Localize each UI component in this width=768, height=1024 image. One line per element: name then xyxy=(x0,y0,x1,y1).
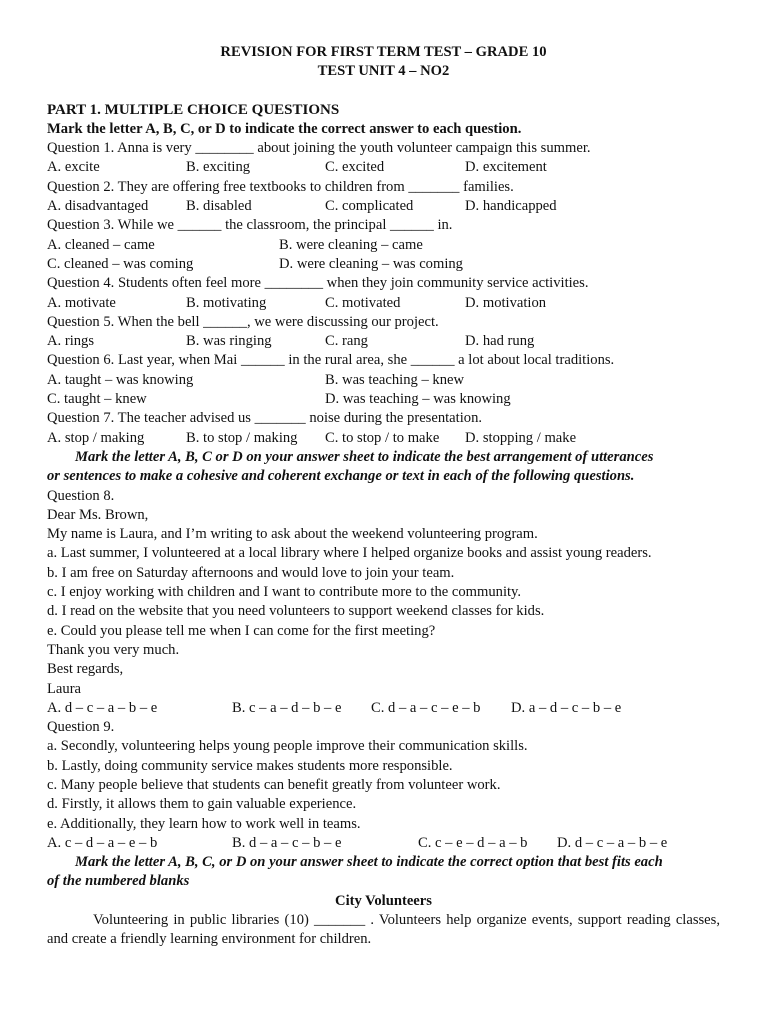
question-2-options xyxy=(47,197,720,216)
option-a: A. disadvantaged xyxy=(47,198,149,215)
arrangement-instruction-line1: Mark the letter A, B, C or D on your answer sheet to indicate the best arrangement of utterances xyxy=(75,448,654,465)
option-a: A. motivate xyxy=(47,294,116,311)
option-a: A. stop / making xyxy=(47,429,145,446)
option-b: B. motivating xyxy=(186,294,267,311)
question-3-options-row1 xyxy=(47,236,720,255)
option-c: C. to stop / to make xyxy=(325,429,440,446)
option-d: D. had rung xyxy=(465,333,535,350)
sentence-line: a. Secondly, volunteering helps young people improve their communication skills. xyxy=(47,738,528,755)
question-4-options xyxy=(47,294,720,313)
option-b: B. to stop / making xyxy=(186,429,298,446)
letter-line: Thank you very much. xyxy=(47,641,180,658)
option-c: C. rang xyxy=(325,333,368,350)
option-c: C. motivated xyxy=(325,294,401,311)
question-6-text: Question 6. Last year, when Mai ______ in the rural area, she ______ a lot about local traditions. xyxy=(47,352,615,369)
question-3-options-row2 xyxy=(47,255,720,274)
sentence-line: e. Additionally, they learn how to work well in teams. xyxy=(47,815,361,832)
option-b: B. was teaching – knew xyxy=(325,371,465,388)
sentence-line: b. Lastly, doing community service makes students more responsible. xyxy=(47,757,453,774)
cloze-instruction-line1: Mark the letter A, B, C, or D on your answer sheet to indicate the correct option that best fits each xyxy=(75,854,663,871)
option-d: D. d – c – a – b – e xyxy=(557,834,668,851)
letter-line: Best regards, xyxy=(47,661,124,678)
question-5-text: Question 5. When the bell ______, we were discussing our project. xyxy=(47,313,439,330)
option-b: B. was ringing xyxy=(186,333,272,350)
letter-line: d. I read on the website that you need volunteers to support weekend classes for kids. xyxy=(47,603,545,620)
sentence-line: c. Many people believe that students can benefit greatly from volunteer work. xyxy=(47,776,501,793)
option-d: D. motivation xyxy=(465,294,547,311)
option-a: A. excite xyxy=(47,159,100,176)
question-7-text: Question 7. The teacher advised us _______ noise during the presentation. xyxy=(47,410,483,427)
letter-line: a. Last summer, I volunteered at a local library where I helped organize books and assist young readers. xyxy=(47,545,652,562)
option-a: A. d – c – a – b – e xyxy=(47,699,158,716)
worksheet-title: REVISION FOR FIRST TERM TEST – GRADE 10 xyxy=(220,44,547,60)
question-3-text: Question 3. While we ______ the classroom, the principal ______ in. xyxy=(47,217,453,234)
question-6-options-row1 xyxy=(47,371,720,390)
option-c: C. d – a – c – e – b xyxy=(371,699,481,716)
option-a: A. cleaned – came xyxy=(47,236,155,253)
question-9-label: Question 9. xyxy=(47,719,115,736)
part1-heading: PART 1. MULTIPLE CHOICE QUESTIONS xyxy=(47,101,340,118)
option-c: C. excited xyxy=(325,159,385,176)
option-a: A. rings xyxy=(47,333,95,350)
question-9-options xyxy=(47,834,720,853)
worksheet-subtitle: TEST UNIT 4 – NO2 xyxy=(317,63,450,80)
part1-instruction: Mark the letter A, B, C, or D to indicate the correct answer to each question. xyxy=(47,120,522,137)
option-d: D. a – d – c – b – e xyxy=(511,699,622,716)
arrangement-instruction-line2: or sentences to make a cohesive and coherent exchange or text in each of the following questions. xyxy=(47,468,635,485)
option-b: B. were cleaning – came xyxy=(279,236,423,253)
cloze-instruction-line2: of the numbered blanks xyxy=(47,873,190,890)
option-a: A. c – d – a – e – b xyxy=(47,834,158,851)
option-d: D. excitement xyxy=(465,159,547,176)
letter-line: My name is Laura, and I’m writing to ask about the weekend volunteering program. xyxy=(47,526,538,543)
worksheet-page xyxy=(47,43,720,950)
option-c: C. complicated xyxy=(325,198,414,215)
question-1-text: Question 1. Anna is very ________ about joining the youth volunteer campaign this summer. xyxy=(47,140,591,157)
letter-line: Laura xyxy=(47,680,82,697)
question-8-options xyxy=(47,699,720,718)
letter-line: c. I enjoy working with children and I want to contribute more to the community. xyxy=(47,584,522,601)
question-6-options-row2 xyxy=(47,390,720,409)
question-1-options xyxy=(47,158,720,177)
option-c: C. cleaned – was coming xyxy=(47,255,194,272)
option-d: D. handicapped xyxy=(465,198,557,215)
question-8-label: Question 8. xyxy=(47,487,115,504)
option-b: B. d – a – c – b – e xyxy=(232,834,342,851)
question-2-text: Question 2. They are offering free textbooks to children from _______ families. xyxy=(47,178,514,195)
letter-line: e. Could you please tell me when I can come for the first meeting? xyxy=(47,622,436,639)
option-b: B. disabled xyxy=(186,198,252,215)
question-7-options xyxy=(47,429,720,448)
question-4-text: Question 4. Students often feel more ________ when they join community service activities. xyxy=(47,275,589,292)
passage-paragraph: Volunteering in public libraries (10) _______ . Volunteers help organize events, support reading classes, and create a friendly learning environment for children. xyxy=(47,912,720,948)
option-d: D. was teaching – was knowing xyxy=(325,391,511,408)
option-c: C. c – e – d – a – b xyxy=(418,834,528,851)
option-a: A. taught – was knowing xyxy=(47,371,194,388)
passage-title: City Volunteers xyxy=(335,892,432,909)
option-b: B. c – a – d – b – e xyxy=(232,699,342,716)
option-d: D. were cleaning – was coming xyxy=(279,255,463,272)
option-b: B. exciting xyxy=(186,159,251,176)
letter-line: b. I am free on Saturday afternoons and would love to join your team. xyxy=(47,564,455,581)
option-d: D. stopping / make xyxy=(465,429,577,446)
question-5-options xyxy=(47,332,720,351)
sentence-line: d. Firstly, it allows them to gain valuable experience. xyxy=(47,796,357,813)
option-c: C. taught – knew xyxy=(47,391,147,408)
letter-line: Dear Ms. Brown, xyxy=(47,506,149,523)
